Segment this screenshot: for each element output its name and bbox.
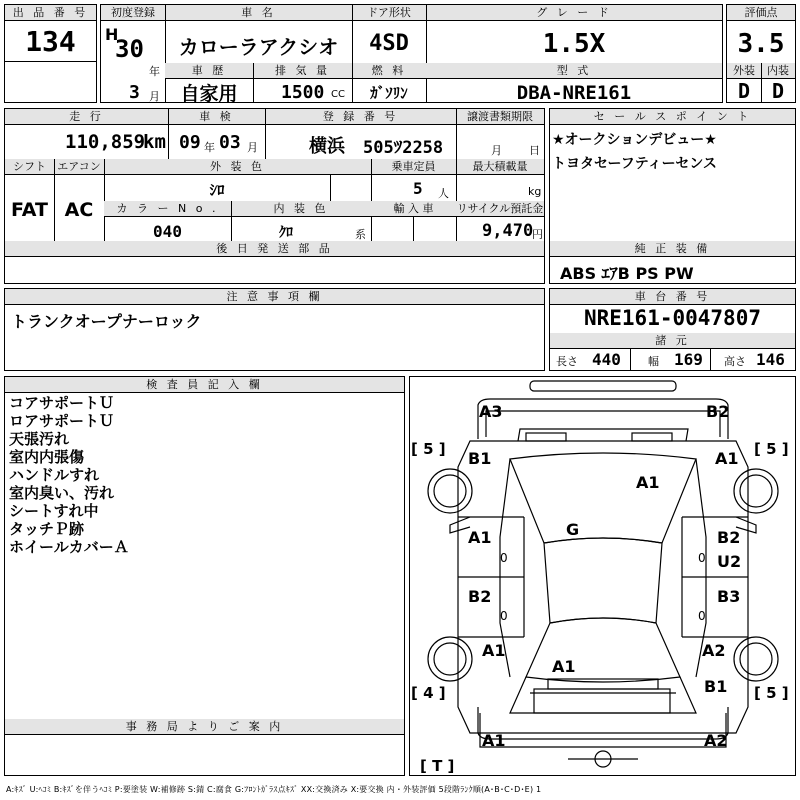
score-box [726, 4, 796, 103]
mark-rr-lower: B1 [704, 677, 728, 696]
door-type-label: ドア形状 [352, 5, 426, 21]
import-label: 輸 入 車 [371, 201, 456, 217]
caution-text: トランクオープナーロック [11, 312, 202, 331]
lot-number-label: 出 品 番 号 [5, 5, 96, 21]
mark-door-zero-2: 0 [698, 551, 706, 565]
car-name: カローラアクシオ [178, 35, 339, 59]
interior-grade: D [771, 79, 785, 103]
shift-label: シフト [5, 159, 54, 175]
mark-door-zero-4: 0 [698, 609, 706, 623]
ext-color: ｼﾛ [209, 181, 225, 199]
person-unit: 人 [438, 187, 449, 200]
color-no-label: カ ラ ー N o . [104, 201, 231, 217]
aircon-label: エアコン [54, 159, 104, 175]
lot-number-box [4, 4, 97, 103]
mark-trunk: A1 [552, 657, 576, 676]
km-unit: km [143, 131, 166, 153]
capacity-label: 乗車定員 [371, 159, 456, 175]
transfer-day-unit: 日 [529, 144, 540, 157]
sales-point-label: セ ー ル ス ポ イ ン ト [550, 109, 795, 125]
mark-l-front-door: A1 [468, 528, 492, 547]
aircon: AC [64, 199, 94, 221]
inspection-label: 車 検 [168, 109, 265, 125]
dimensions-label: 諸 元 [550, 333, 795, 349]
tire-fr-score: [ 5 ] [754, 440, 789, 458]
mark-l-rear-door: B2 [468, 587, 492, 606]
car-name-label: 車 名 [165, 5, 352, 21]
office-notice-label: 事 務 局 よ り ご 案 内 [5, 719, 404, 735]
inspector-note: 天張汚れ [9, 430, 70, 448]
yen-unit: 円 [532, 228, 543, 241]
height-label: 高さ [724, 355, 746, 368]
mark-door-zero-1: 0 [500, 551, 508, 565]
reg-number: 505ﾂ2258 [363, 138, 444, 158]
vehicle-info-box-2 [4, 108, 545, 284]
exterior-label: 外装 [727, 63, 761, 79]
score-label: 評価点 [727, 5, 795, 21]
inspection-year-unit: 年 [204, 141, 215, 154]
grade: 1.5X [542, 29, 606, 59]
inspection-month: 03 [219, 132, 241, 153]
max-load-label: 最大積載量 [456, 159, 544, 175]
length: 440 [592, 350, 621, 369]
first-reg-month: 3 [129, 82, 140, 103]
month-unit: 月 [149, 90, 160, 103]
inspector-note: シートすれ中 [9, 502, 99, 520]
model-code: DBA-NRE161 [516, 82, 632, 104]
vehicle-info-box-1 [100, 4, 723, 103]
transfer-label: 譲渡書類期限 [456, 109, 544, 125]
chassis-no: NRE161-0047807 [583, 306, 761, 330]
sales-point-2: トヨタセーフティーセンス [552, 156, 717, 172]
genuine-equipment-label: 純 正 装 備 [550, 241, 795, 257]
inspector-note: 室内臭い、汚れ [9, 484, 115, 502]
mark-door-zero-3: 0 [500, 609, 508, 623]
inspection-month-unit: 月 [247, 141, 258, 154]
caution-label: 注 意 事 項 欄 [5, 289, 544, 305]
tire-rl-score: [ 4 ] [411, 684, 446, 702]
exterior-grade: D [737, 79, 751, 103]
era-h: H [105, 25, 119, 44]
mark-rear-right: A2 [704, 731, 728, 750]
int-color: ｸﾛ [279, 225, 293, 241]
displacement-label: 排 気 量 [253, 63, 352, 79]
history: 自家用 [180, 83, 238, 105]
grade-label: グ レ ー ド [426, 5, 722, 21]
inspection-year: 09 [179, 132, 201, 153]
mark-roof: G [566, 520, 580, 539]
first-reg-label: 初度登録 [101, 5, 165, 21]
inspector-note: ホイールカバーＡ [9, 538, 129, 556]
capacity: 5 [413, 179, 423, 198]
tire-fl-score: [ 5 ] [411, 440, 446, 458]
ext-color-label: 外 装 色 [104, 159, 371, 175]
reg-no-label: 登 録 番 号 [265, 109, 456, 125]
door-type: 4SD [369, 31, 409, 56]
width: 169 [674, 350, 703, 369]
fuel: ｶﾞｿﾘﾝ [370, 84, 408, 102]
mark-front-right: B2 [706, 402, 730, 421]
recycle-label: リサイクル預託金 [456, 202, 544, 215]
inspector-note: タッチＰ跡 [9, 520, 85, 538]
mileage-label: 走 行 [5, 109, 168, 125]
mark-r-front-door-1: B2 [717, 528, 741, 547]
recycle: 9,470 [482, 221, 534, 241]
damage-diagram [409, 376, 796, 776]
kg-unit: kg [528, 185, 542, 198]
mark-front-left: A3 [479, 402, 503, 421]
reg-city: 横浜 [309, 136, 345, 157]
inspector-label: 検 査 員 記 入 欄 [5, 377, 404, 393]
mileage: 110,859 [65, 131, 146, 153]
width-label: 幅 [648, 355, 659, 368]
int-color-suffix: 系 [355, 228, 366, 241]
mark-r-front-door-2: U2 [717, 552, 742, 571]
transfer-month-unit: 月 [491, 144, 502, 157]
spare-tire: [ T ] [420, 757, 455, 775]
score-value: 3.5 [737, 29, 785, 59]
mark-rl-quarter: A1 [482, 641, 506, 660]
model-code-label: 型 式 [426, 63, 722, 79]
year-unit: 年 [149, 65, 160, 78]
tire-rr-score: [ 5 ] [754, 684, 789, 702]
mark-fl-fender: B1 [468, 449, 492, 468]
inspector-note: ロアサポートＵ [9, 412, 115, 430]
caution-box [4, 288, 545, 371]
chassis-box [549, 288, 796, 371]
inspector-note: 室内内張傷 [9, 448, 85, 466]
displacement: 1500 [281, 82, 325, 103]
lot-number-value: 134 [25, 25, 76, 58]
mark-r-rear-door: B3 [717, 587, 741, 606]
mark-rear-left: A1 [482, 731, 506, 750]
shift: FAT [11, 199, 48, 221]
mark-rr-quarter: A2 [702, 641, 726, 660]
genuine-equipment: ABS ｴｱB PS PW [560, 264, 694, 283]
inspector-note: コアサポートＵ [9, 394, 115, 412]
fuel-label: 燃 料 [352, 63, 426, 79]
history-label: 車 歴 [165, 63, 253, 79]
mark-hood: A1 [636, 473, 660, 492]
chassis-label: 車 台 番 号 [550, 289, 795, 305]
sales-point-1: ★オークションデビュー★ [552, 132, 717, 148]
cc-unit: CC [331, 89, 345, 100]
first-reg-year: 30 [115, 35, 144, 63]
length-label: 長さ [556, 355, 578, 368]
color-no: 040 [153, 222, 182, 241]
legend: A:ｷｽﾞ U:ﾍｺﾐ B:ｷｽﾞを伴うﾍｺﾐ P:要塗装 W:補修跡 S:錆 C:腐食 G:ﾌﾛﾝﾄｶﾞﾗｽ点ｷｽﾞ XX:交換済み X:要交換 内・外装評価 5段階ﾗﾝｸ順(A･B･C･D･E) 1 [6, 785, 542, 794]
sales-point-box [549, 108, 796, 284]
inspector-box [4, 376, 405, 776]
int-color-label: 内 装 色 [231, 201, 371, 217]
inspector-note: ハンドルすれ [9, 466, 100, 484]
interior-label: 内装 [761, 63, 795, 79]
later-parts-label: 後 日 発 送 部 品 [5, 241, 544, 257]
mark-fr-fender: A1 [715, 449, 739, 468]
height: 146 [756, 350, 785, 369]
inspector-notes [9, 394, 129, 556]
